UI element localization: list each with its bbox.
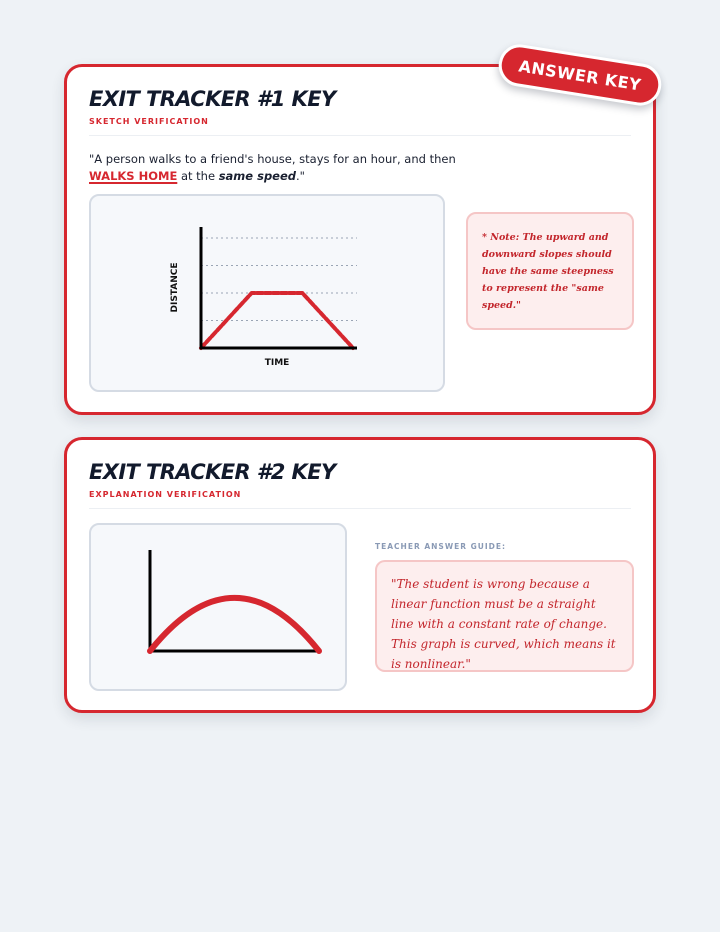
prompt-highlight: WALKS HOME — [89, 169, 178, 183]
teacher-answer-guide: "The student is wrong because a linear function must be a straight line with a constant rate of change. This graph is curved, which means it is nonlinear." — [375, 560, 634, 672]
curve-line — [150, 598, 319, 651]
answer-key-badge-label: ANSWER KEY — [517, 55, 643, 95]
divider — [89, 135, 631, 136]
teacher-answer-guide-label: TEACHER ANSWER GUIDE: — [375, 542, 506, 551]
card-title: EXIT TRACKER #2 KEY — [89, 460, 336, 484]
curved-graph-box — [89, 523, 347, 691]
card-title: EXIT TRACKER #1 KEY — [89, 87, 336, 111]
scenario-prompt — [89, 151, 469, 185]
exit-tracker-2-card — [64, 437, 656, 713]
card-subtitle: SKETCH VERIFICATION — [89, 117, 209, 126]
y-axis-label: DISTANCE — [170, 262, 180, 313]
divider — [89, 508, 631, 509]
slope-note: * Note: The upward and downward slopes should have the same steepness to represent the "same speed." — [466, 212, 634, 330]
distance-time-graph-box — [89, 194, 445, 392]
prompt-text-open: "A person walks to a friend's house, stays for an hour, and then — [89, 152, 456, 166]
distance-time-chart — [91, 196, 443, 390]
x-axis-label: TIME — [264, 358, 290, 368]
prompt-emphasis: same speed — [218, 169, 297, 183]
curved-function-chart — [91, 525, 345, 689]
card-subtitle: EXPLANATION VERIFICATION — [89, 490, 242, 499]
prompt-text-close: ." — [296, 169, 305, 183]
exit-tracker-1-card — [64, 64, 656, 415]
prompt-text-mid: at the — [177, 169, 219, 183]
